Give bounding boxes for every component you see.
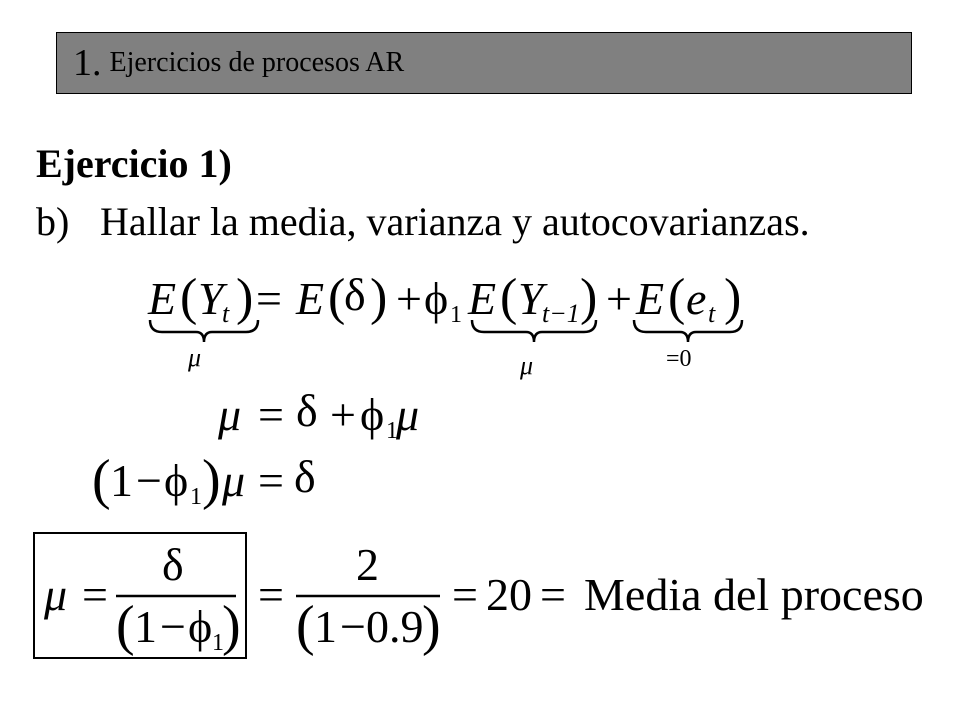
eq1-lparen1: (	[180, 269, 198, 326]
eq3-phi: ϕ	[164, 455, 189, 506]
eq4-lparen2: (	[296, 595, 315, 657]
eq1-lparen3: (	[500, 269, 518, 326]
eq3-delta: δ	[294, 451, 316, 502]
eq4-two: 2	[356, 539, 379, 590]
eq1-rparen4: )	[724, 269, 742, 326]
eq1-rparen1: )	[236, 269, 254, 326]
underbrace-label-mu1: μ	[188, 343, 202, 372]
eq2-delta: δ	[296, 385, 318, 436]
eq2-mu: μ	[218, 389, 242, 440]
eq4-one: 1	[134, 601, 157, 652]
eq2-sub: 1	[386, 418, 398, 444]
eq1-delta: δ	[344, 269, 366, 320]
eq1-phi-sub: 1	[450, 302, 462, 328]
eq4-one2: 1	[314, 601, 337, 652]
eq4-numerator: δ	[162, 539, 184, 590]
eq4-sub: 1	[212, 630, 224, 656]
rearranged-equation	[92, 449, 316, 511]
eq4-lparen: (	[116, 595, 135, 657]
item-text: Hallar la media, varianza y autocovarianzas.	[100, 199, 810, 244]
eq3-one: 1	[110, 455, 133, 506]
title-text: Ejercicios de procesos AR	[109, 47, 405, 78]
eq4-equals4: =	[540, 569, 566, 620]
eq1-e1: E	[148, 273, 177, 324]
eq4-equals1: =	[82, 569, 108, 620]
eq1-e2: E	[296, 273, 325, 324]
underbrace-label-mu2: μ	[520, 351, 534, 380]
eq1-e3: E	[468, 273, 497, 324]
expectation-equation	[147, 269, 741, 328]
eq1-sub-tm1: t−1	[542, 299, 580, 328]
eq4-rparen: )	[222, 595, 241, 657]
eq1-rparen2: )	[370, 269, 388, 326]
eq3-mu: μ	[222, 455, 246, 506]
eq1-y: Y	[198, 273, 224, 324]
underbrace-label-zero: =0	[666, 346, 692, 372]
eq3-sub: 1	[190, 484, 202, 510]
eq1-rparen3: )	[580, 269, 598, 326]
eq2-mu2: μ	[396, 389, 420, 440]
eq3-equals: =	[258, 455, 284, 506]
eq4-rparen2: )	[422, 595, 441, 657]
mean-equation	[217, 385, 419, 444]
eq1-sub-t: t	[222, 299, 230, 328]
eq1-lparen4: (	[668, 269, 686, 326]
eq4-mu: μ	[44, 569, 68, 620]
eq2-plus: +	[330, 389, 356, 440]
eq1-phi: ϕ	[424, 273, 449, 324]
title-number: 1.	[73, 42, 102, 84]
eq4-equals2: =	[258, 569, 284, 620]
eq4-twenty: 20	[486, 569, 532, 620]
eq4-decimal: 0.9	[366, 601, 424, 652]
boxed-equation	[43, 539, 924, 657]
item-marker: b)	[36, 199, 70, 244]
eq4-label: Media del proceso	[584, 569, 924, 620]
eq3-rparen: )	[202, 449, 221, 511]
eq1-plus1: +	[396, 273, 422, 324]
eq2-equals: =	[258, 389, 284, 440]
eq1-y2: Y	[518, 273, 544, 324]
eq4-minus: −	[160, 601, 186, 652]
eq1-e-var: e	[686, 273, 707, 324]
eq3-minus: −	[136, 455, 162, 506]
eq3-lparen: (	[92, 449, 111, 511]
eq1-e4: E	[636, 273, 665, 324]
eq4-minus2: −	[340, 601, 366, 652]
eq4-equals3: =	[452, 569, 478, 620]
eq2-phi: ϕ	[360, 389, 385, 440]
eq1-lparen2: (	[328, 269, 346, 326]
eq1-plus2: +	[606, 273, 632, 324]
eq4-phi: ϕ	[188, 601, 213, 652]
eq1-equals: =	[256, 273, 282, 324]
exercise-heading: Ejercicio 1)	[36, 141, 232, 186]
eq1-sub-t2: t	[708, 299, 716, 328]
